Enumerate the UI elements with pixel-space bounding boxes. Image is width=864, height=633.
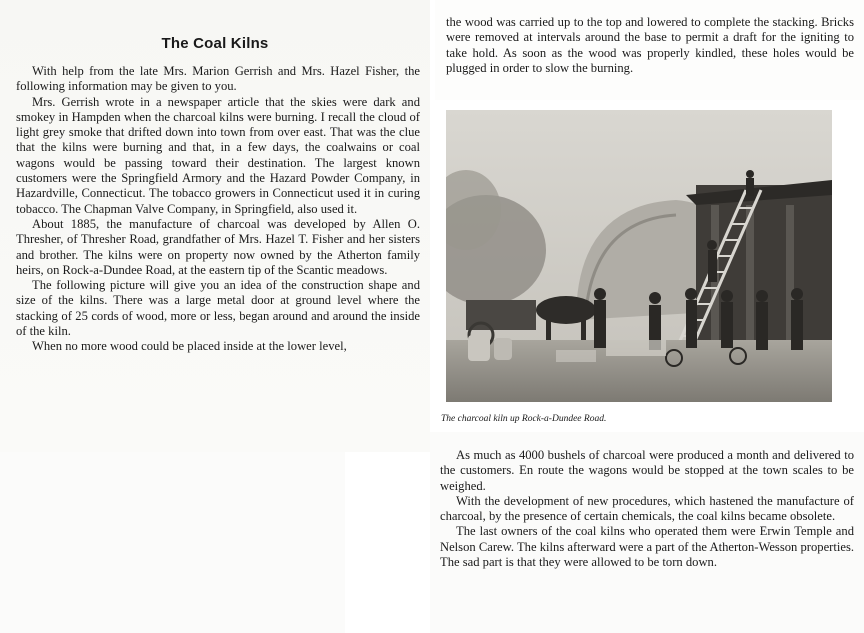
paragraph: As much as 4000 bushels of charcoal were produced a month and delivered to the customers. En route the wagons would be stopped at the town scales to be weighed. — [440, 448, 854, 493]
paragraph: The last owners of the coal kilns who operated them were Erwin Temple and Nelson Carew. The kilns afterward were a part of the Atherton-Wesson properties. The sad part is that they were allowed to be torn down. — [440, 524, 854, 570]
paragraph: When no more wood could be placed inside at the lower level, — [32, 339, 347, 354]
left-column-text — [16, 64, 420, 355]
left-lower-blank — [0, 452, 345, 633]
paragraph: About 1885, the manufacture of charcoal was developed by Allen O. Thresher, of Thresher Road, grandfather of Mrs. Hazel T. Fisher and her sisters and brother. The kilns were on property now owned by the Atherton family heirs, on Rock-a-Dundee Road, at the eastern tip of the Scantic meadows. — [16, 216, 420, 277]
article-title: The Coal Kilns — [161, 35, 269, 52]
paragraph: With the development of new procedures, which hastened the manufacture of charcoal, by the presence of certain chemicals, the coal kilns became obsolete. — [440, 493, 854, 524]
paragraph: With help from the late Mrs. Marion Gerrish and Mrs. Hazel Fisher, the following information may be given to you. — [16, 64, 420, 94]
paragraph: Mrs. Gerrish wrote in a newspaper article that the skies were dark and smokey in Hampden when the charcoal kilns were burning. I recall the cloud of light grey smoke that drifted down into town from over east. That was the clue that the kilns were burning and that, in a few days, the coalwains or coal wagons would be passing toward their destination. The largest known customers were the Springfield Armory and the Hazard Powder Company, in Hazardville, Connecticut. The tobacco growers in Connecticut used it in curing tobacco. The Chapman Valve Company, in Springfield, also used it. — [16, 94, 420, 216]
kiln-photograph — [446, 110, 832, 402]
photo-caption: The charcoal kiln up Rock-a-Dundee Road. — [441, 414, 607, 424]
paragraph: The following picture will give you an idea of the construction shape and size of the kilns. There was a large metal door at ground level where the stacking of 25 cords of wood, more or less, began around and around the inside of the kiln. — [16, 278, 420, 339]
paragraph: the wood was carried up to the top and lowered to complete the stacking. Bricks were removed at intervals around the base to permit a draft for the igniting to take hold. As soon as the wood was properly kindled, these holes would be plugged in order to slow the burning. — [446, 15, 854, 75]
right-bottom-column-text — [440, 448, 854, 570]
right-top-column-text — [446, 15, 854, 76]
